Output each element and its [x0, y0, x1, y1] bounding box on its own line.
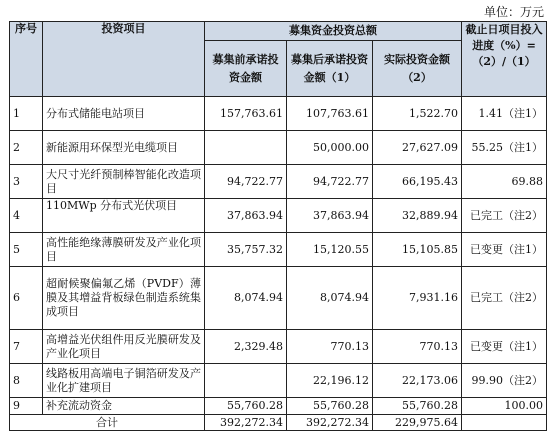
row-pre-commit	[205, 364, 287, 398]
row-actual: 55,760.28	[373, 398, 462, 415]
row-progress: 已完工（注2）	[462, 267, 547, 330]
header-group: 募集资金投资总额	[205, 22, 462, 41]
unit-label: 单位：万元	[483, 5, 544, 19]
row-actual: 15,105.85	[373, 233, 462, 267]
row-actual: 22,173.06	[373, 364, 462, 398]
table-row	[10, 97, 547, 131]
fund-investment-table	[9, 21, 547, 431]
row-actual: 27,627.09	[373, 131, 462, 165]
row-project-name: 110MWp 分布式光伏项目	[43, 199, 205, 233]
row-seq: 7	[10, 330, 43, 364]
row-seq: 6	[10, 267, 43, 330]
row-progress: 55.25（注1）	[462, 131, 547, 165]
row-pre-commit: 157,763.61	[205, 97, 287, 131]
row-progress: 99.90（注2）	[462, 364, 547, 398]
row-seq: 1	[10, 97, 43, 131]
total-pre-commit: 392,272.34	[205, 415, 287, 431]
row-pre-commit: 94,722.77	[205, 165, 287, 199]
row-project-name: 分布式储能电站项目	[43, 97, 205, 131]
row-post-commit: 37,863.94	[287, 199, 373, 233]
total-label: 合计	[10, 415, 205, 431]
row-project-name: 大尺寸光纤预制棒智能化改造项目	[43, 165, 205, 199]
row-pre-commit: 35,757.32	[205, 233, 287, 267]
row-seq: 8	[10, 364, 43, 398]
row-project-name: 高性能绝缘薄膜研发及产业化项目	[43, 233, 205, 267]
row-pre-commit: 55,760.28	[205, 398, 287, 415]
row-seq: 5	[10, 233, 43, 267]
header-actual: 实际投资金额（2）	[373, 41, 462, 97]
table-row	[10, 233, 547, 267]
row-pre-commit: 37,863.94	[205, 199, 287, 233]
header-pre-commit: 募集前承诺投资金额	[205, 41, 287, 97]
row-post-commit: 50,000.00	[287, 131, 373, 165]
row-post-commit: 8,074.94	[287, 267, 373, 330]
row-post-commit: 55,760.28	[287, 398, 373, 415]
row-pre-commit: 2,329.48	[205, 330, 287, 364]
row-project-name: 高增益光伏组件用反光膜研发及产业化项目	[43, 330, 205, 364]
row-actual: 7,931.16	[373, 267, 462, 330]
table-row	[10, 364, 547, 398]
row-post-commit: 770.13	[287, 330, 373, 364]
row-seq: 3	[10, 165, 43, 199]
row-seq: 4	[10, 199, 43, 233]
row-pre-commit	[205, 131, 287, 165]
total-post-commit: 392,272.34	[287, 415, 373, 431]
header-post-commit: 募集后承诺投资金额（1）	[287, 41, 373, 97]
header-progress: 截止日项目投入进度（%）=（2）/（1）	[462, 22, 547, 97]
row-project-name: 新能源用环保型光电缆项目	[43, 131, 205, 165]
total-progress	[462, 415, 547, 431]
table-row	[10, 165, 547, 199]
row-project-name: 补充流动资金	[43, 398, 205, 415]
table-row	[10, 199, 547, 233]
table-row	[10, 398, 547, 415]
row-post-commit: 107,763.61	[287, 97, 373, 131]
row-seq: 9	[10, 398, 43, 415]
row-pre-commit: 8,074.94	[205, 267, 287, 330]
row-progress: 已变更（注1）	[462, 233, 547, 267]
table-row	[10, 267, 547, 330]
row-actual: 1,522.70	[373, 97, 462, 131]
row-progress: 100.00	[462, 398, 547, 415]
table-row	[10, 330, 547, 364]
row-project-name: 线路板用高端电子铜箔研发及产业化扩建项目	[43, 364, 205, 398]
table-row	[10, 131, 547, 165]
row-progress: 已变更（注1）	[462, 330, 547, 364]
row-progress: 69.88	[462, 165, 547, 199]
header-seq: 序号	[10, 22, 43, 97]
row-actual: 770.13	[373, 330, 462, 364]
row-actual: 32,889.94	[373, 199, 462, 233]
total-actual: 229,975.64	[373, 415, 462, 431]
row-post-commit: 15,120.55	[287, 233, 373, 267]
row-project-name: 超耐候聚偏氟乙烯（PVDF）薄膜及其增益背板绿色制造系统集成项目	[43, 267, 205, 330]
total-row	[10, 415, 547, 431]
row-post-commit: 22,196.12	[287, 364, 373, 398]
header-project: 投资项目	[43, 22, 205, 97]
row-seq: 2	[10, 131, 43, 165]
row-actual: 66,195.43	[373, 165, 462, 199]
row-post-commit: 94,722.77	[287, 165, 373, 199]
row-progress: 已完工（注2）	[462, 199, 547, 233]
row-progress: 1.41（注1）	[462, 97, 547, 131]
